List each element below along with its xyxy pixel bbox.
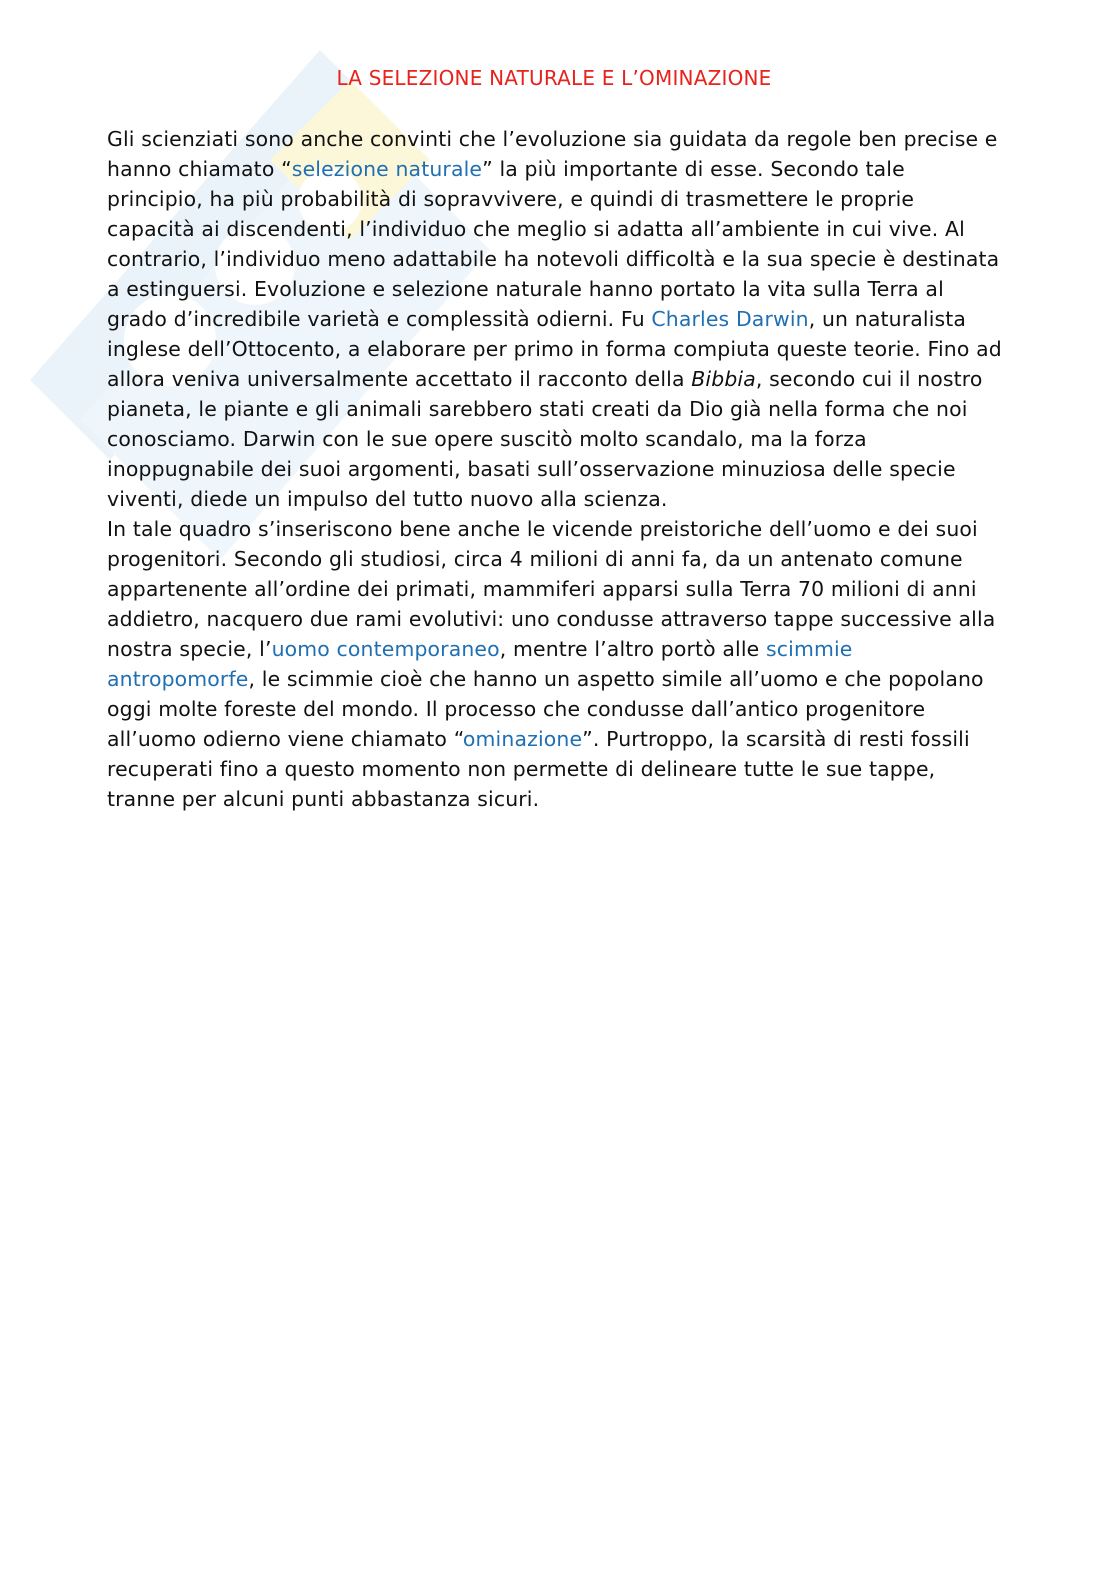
paragraph-2-text-3: , le scimmie cioè che hanno un aspetto simile all’uomo e che popolano oggi molte foreste del mondo. Il processo che condusse dall’antico progenitore all’uomo odierno viene chiamato “	[107, 667, 984, 751]
link-ominazione[interactable]: ominazione	[462, 727, 583, 751]
link-uomo-contemporaneo[interactable]: uomo contemporaneo	[271, 637, 500, 661]
paragraph-1-text-3: , un naturalista inglese dell’Ottocento, a elaborare per primo in forma compiuta queste teorie. Fino ad allora veniva universalmente accettato il racconto della	[107, 307, 1002, 391]
italic-bibbia: Bibbia	[691, 367, 756, 391]
paragraph-1	[107, 124, 1007, 514]
paragraph-1-text-2: ” la più importante di esse. Secondo tale principio, ha più probabilità di sopravvivere, e quindi di trasmettere le proprie capacità ai discendenti, l’individuo che meglio si adatta all’ambiente in cui vive. Al contrario, l’individuo meno adattabile ha notevoli difficoltà e la sua specie è destinata a estinguersi. Evoluzione e selezione naturale hanno portato la vita sulla Terra al grado d’incredibile varietà e complessità odierni. Fu	[107, 157, 1000, 331]
paragraph-2-text-4: ”. Purtroppo, la scarsità di resti fossili recuperati fino a questo momento non permette di delineare tutte le sue tappe, tranne per alcuni punti abbastanza sicuri.	[107, 727, 970, 811]
link-scimmie-antropomorfe[interactable]: scimmie antropomorfe	[107, 637, 853, 691]
paragraph-1-text-4: , secondo cui il nostro pianeta, le piante e gli animali sarebbero stati creati da Dio già nella forma che noi conosciamo. Darwin con le sue opere suscitò molto scandalo, ma la forza inoppugnabile dei suoi argomenti, basati sull’osservazione minuziosa delle specie viventi, diede un impulso del tutto nuovo alla scienza.	[107, 367, 983, 511]
link-charles-darwin[interactable]: Charles Darwin	[651, 307, 809, 331]
paragraph-2	[107, 514, 1007, 814]
paragraph-1-text-1: Gli scienziati sono anche convinti che l’evoluzione sia guidata da regole ben precise e hanno chiamato “	[107, 127, 998, 181]
paragraph-2-text-1: In tale quadro s’inseriscono bene anche le vicende preistoriche dell’uomo e dei suoi progenitori. Secondo gli studiosi, circa 4 milioni di anni fa, da un antenato comune appartenente all’ordine dei primati, mammiferi apparsi sulla Terra 70 milioni di anni addietro, nacquero due rami evolutivi: uno condusse attraverso tappe successive alla nostra specie, l’	[107, 517, 996, 661]
paragraph-2-text-2: , mentre l’altro portò alle	[499, 637, 767, 661]
document-title: LA SELEZIONE NATURALE E L’OMINAZIONE	[336, 66, 772, 90]
link-selezione-naturale[interactable]: selezione naturale	[291, 157, 483, 181]
document-body	[107, 124, 1007, 814]
